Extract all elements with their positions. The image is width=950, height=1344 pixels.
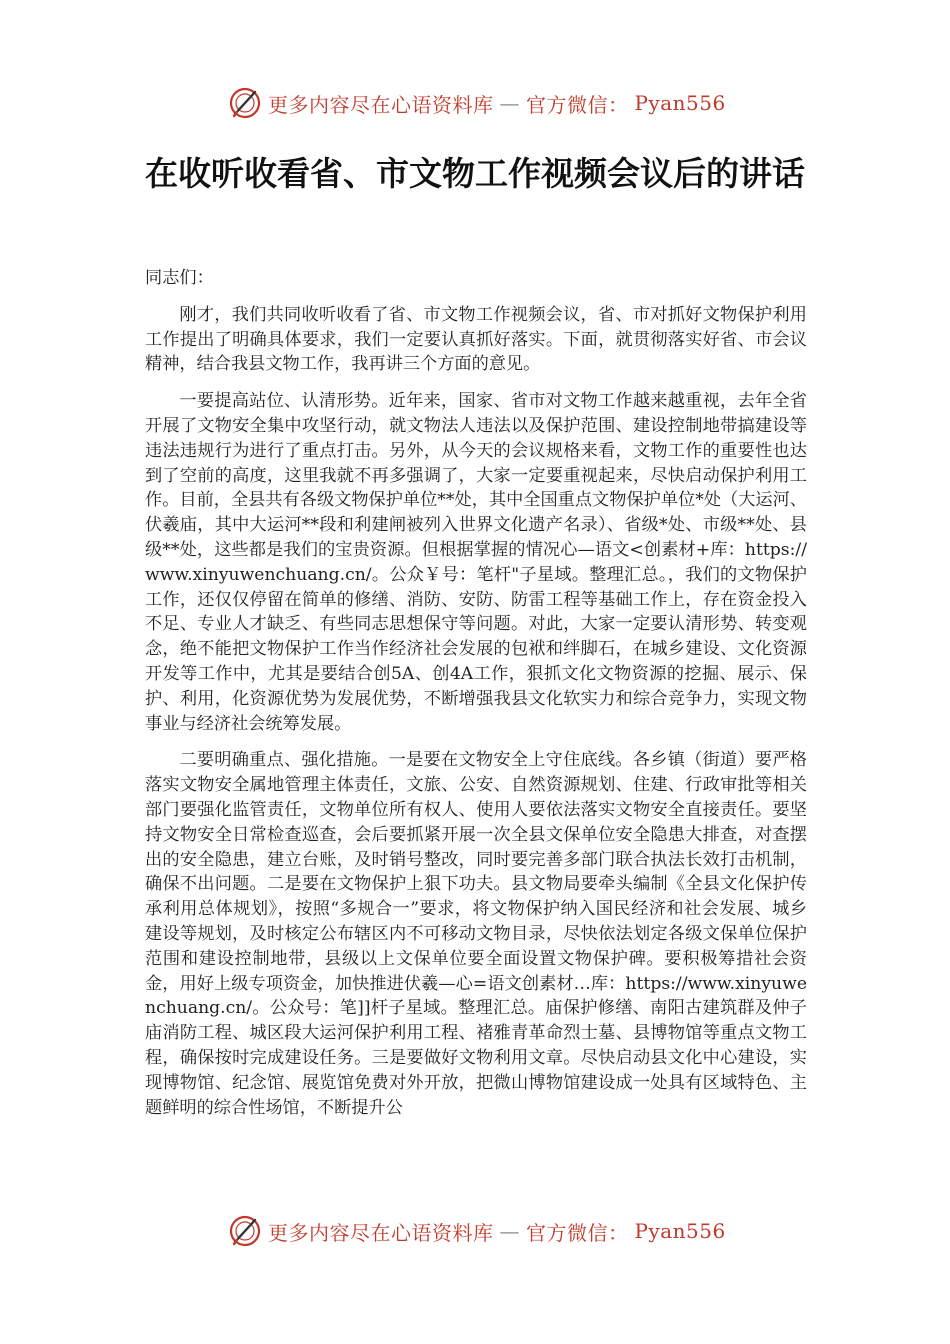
banner-text: 更多内容尽在心语资料库 [268,1220,494,1245]
paragraph-1: 刚才，我们共同收听收看了省、市文物工作视频会议，省、市对抓好文物保护利用工作提出了明确具体要求，我们一定要认真抓好落实。下面，就贯彻落实好省、市会议精神，结合我县文物工作，我再讲三个方面的意见。 [145,304,807,375]
paragraph-2: 一要提高站位、认清形势。近年来，国家、省市对文物工作越来越重视，去年全省开展了文物安全集中攻坚行动，就文物法人违法以及保护范围、建设控制地带搞建设等违法违规行为进行了重点打击。另外，从今天的会议规格来看，文物工作的重要性也达到了空前的高度，这里我就不再多强调了，大家一定要重视起来，尽快启动保护利用工作。目前，全县共有各级文物保护单位**处，其中全国重点文物保护单位*处（大运河、伏羲庙，其中大运河**段和利建闸被列入世界文化遗产名录）、省级*处、市级**处、县级**处，这些都是我们的宝贵资源。但根据掌握的情况心—语文<创素材+库：https://www.xinyuwenchuang.cn/。公众￥号：笔杆"子星域。整理汇总。，我们的文物保护工作，还仅仅停留在简单的修缮、消防、安防、防雷工程等基础工作上，存在资金投入不足、专业人才缺乏、有些同志思想保守等问题。对此，大家一定要认清形势、转变观念，绝不能把文物保护工作当作经济社会发展的包袱和绊脚石，在城乡建设、文化资源开发等工作中，尤其是要结合创5A、创4A工作，狠抓文化文物资源的挖掘、展示、保护、利用，化资源优势为发展优势，不断增强我县文化软实力和综合竞争力，实现文物事业与经济社会统筹发展。 [145,391,807,734]
logo-pen-icon [228,1214,262,1248]
banner-text: 更多内容尽在心语资料库 [268,92,494,117]
banner-label: 官方微信： [526,1220,629,1245]
banner-dash: — [499,91,520,115]
header-banner [228,83,726,123]
banner-dash: — [499,1219,520,1243]
banner-handle: Pyan556 [634,1219,726,1243]
banner-handle: Pyan556 [634,91,726,115]
logo-pen-icon [228,86,262,120]
salutation: 同志们： [145,268,214,288]
banner-label: 官方微信： [526,92,629,117]
document-body [145,266,807,1132]
document-title: 在收听收看省、市文物工作视频会议后的讲话 [145,154,805,193]
paragraph-3: 二要明确重点、强化措施。一是要在文物安全上守住底线。各乡镇（街道）要严格落实文物安全属地管理主体责任，文旅、公安、自然资源规划、住建、行政审批等相关部门要强化监管责任，文物单位所有权人、使用人要依法落实文物安全直接责任。要坚持文物安全日常检查巡查，会后要抓紧开展一次全县文保单位安全隐患大排查，对查摆出的安全隐患，建立台账，及时销号整改，同时要完善多部门联合执法长效打击机制，确保不出问题。二是要在文物保护上狠下功夫。县文物局要牵头编制《全县文化保护传承利用总体规划》，按照“多规合一”要求，将文物保护纳入国民经济和社会发展、城乡建设等规划，及时核定公布辖区内不可移动文物目录，尽快依法划定各级文保单位保护范围和建设控制地带，县级以上文保单位要全面设置文物保护碑。要积极筹措社会资金，用好上级专项资金，加快推进伏羲—心=语文创素材…库：https://www.xinyuwenchuang.cn/。公众号：笔]]杆子星域。整理汇总。庙保护修缮、南阳古建筑群及仲子庙消防工程、城区段大运河保护利用工程、褚雅青革命烈士墓、县博物馆等重点文物工程，确保按时完成建设任务。三是要做好文物利用文章。尽快启动县文化中心建设，实现博物馆、纪念馆、展览馆免费对外开放，把微山博物馆建设成一处具有区域特色、主题鲜明的综合性场馆，不断提升公 [145,750,807,1118]
footer-banner [228,1211,726,1251]
